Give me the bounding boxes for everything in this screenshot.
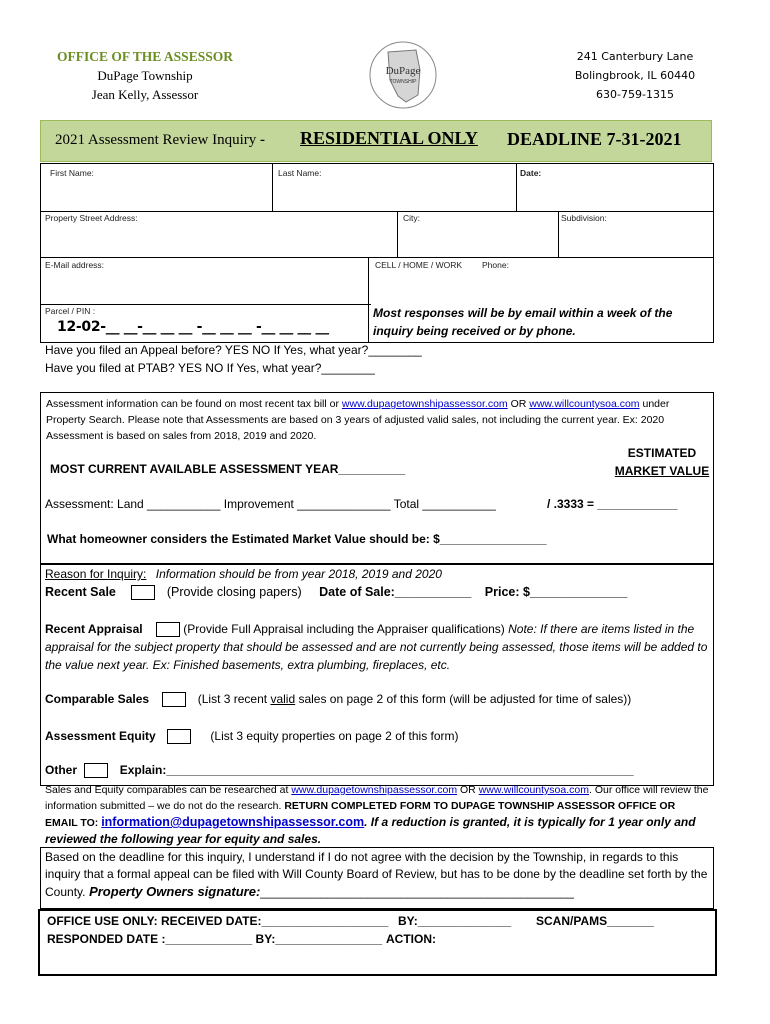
last-name-field[interactable]: Last Name: [278, 168, 322, 178]
dupage-assessor-link[interactable]: www.dupagetownshipassessor.com [341, 398, 508, 410]
recent-appraisal-label: Recent Appraisal [45, 622, 143, 636]
recent-sale-row [45, 585, 627, 600]
research-info [45, 782, 710, 848]
form-title-dash: - [259, 132, 265, 148]
street-address-field[interactable]: Property Street Address: [45, 213, 138, 223]
scan-pams-field[interactable]: SCAN/PAMS_______ [536, 914, 654, 928]
comparable-sales-checkbox[interactable] [162, 692, 186, 707]
market-value-calc[interactable]: / .3333 = ____________ [547, 497, 678, 511]
logo-text: DuPage [385, 65, 421, 77]
signature-label: Property Owners signature: [85, 884, 261, 899]
or-text: OR [507, 398, 530, 410]
action-field[interactable]: ACTION: [386, 932, 436, 946]
will-county-link[interactable]: www.willcountysoa.com [529, 398, 640, 410]
office-header [45, 47, 245, 104]
recent-appraisal-checkbox[interactable] [156, 622, 180, 637]
office-address [560, 47, 710, 104]
date-of-sale-field[interactable]: Date of Sale:___________ [319, 585, 472, 599]
appeal-question[interactable]: Have you filed an Appeal before? YES NO If Yes, what year?________ [45, 343, 422, 357]
ptab-question[interactable]: Have you filed at PTAB? YES NO If Yes, what year?________ [45, 361, 375, 375]
market-value-label: MARKET VALUE [614, 464, 710, 478]
assessment-info [46, 396, 710, 444]
email-field[interactable]: E-Mail address: [45, 260, 105, 270]
comparable-sales-label: Comparable Sales [45, 692, 150, 706]
assessment-equity-label: Assessment Equity [45, 729, 156, 743]
recent-appraisal-row [45, 620, 710, 674]
assessor-name: Jean Kelly, Assessor [91, 87, 199, 102]
explain-field[interactable]: Explain:______________________________________________________________________ [119, 763, 634, 777]
reason-info: Information should be from year 2018, 2019 and 2020 [155, 567, 442, 581]
appraisal-note: (Provide Full Appraisal including the Appraiser qualifications) [183, 622, 505, 636]
assessment-equity-checkbox[interactable] [167, 729, 191, 744]
research-note: . Our office will review the information submitted – we do not do the research. [45, 784, 709, 812]
comparable-note: (List 3 recent [197, 692, 271, 706]
reduction-note: . If a reduction is granted, it is typically for 1 year only and reviewed the following year for equity and sales. [45, 815, 696, 846]
first-name-field[interactable]: First Name: [50, 168, 94, 178]
other-label: Other [45, 763, 78, 777]
received-by-field[interactable]: BY:______________ [398, 914, 512, 928]
address-line1: 241 Canterbury Lane [576, 50, 694, 63]
other-checkbox[interactable] [84, 763, 108, 778]
recent-sale-note: (Provide closing papers) [166, 585, 302, 599]
residential-only: RESIDENTIAL ONLY [300, 128, 478, 148]
date-field[interactable]: Date: [520, 168, 542, 178]
assessment-info-note: under Property Search. Please note that Assessments are based on 3 years of adjusted valid sales, not including the current year. Ex: 2020 Assessment is based on sales from 2018, 2019 and 2020. [46, 398, 670, 442]
received-date-field[interactable]: OFFICE USE ONLY: RECEIVED DATE:___________________ [47, 914, 389, 928]
dupage-assessor-link-2[interactable]: www.dupagetownshipassessor.com [291, 784, 458, 796]
parcel-pin-label: Parcel / PIN : [45, 306, 96, 316]
township-logo [368, 40, 438, 110]
price-field[interactable]: Price: $______________ [484, 585, 628, 599]
recent-sale-checkbox[interactable] [131, 585, 155, 600]
appraisal-note-detail: Note: If there are items listed in the appraisal for the subject property that should be assessed and are not currently being assessed, those items will be added to the value next year. Ex: Finished basements, extra plumbing, fireplaces, etc. [45, 622, 708, 672]
comparable-sales-row [45, 692, 631, 707]
acknowledgement-text [45, 849, 710, 901]
comparable-valid: valid [270, 692, 296, 706]
phone-field[interactable]: Phone: [482, 260, 509, 270]
form-title-text: 2021 Assessment Review Inquiry [55, 132, 257, 148]
comparable-note-post: sales on page 2 of this form (will be adjusted for time of sales)) [295, 692, 632, 706]
will-county-link-2[interactable]: www.willcountysoa.com [478, 784, 589, 796]
deadline: DEADLINE 7-31-2021 [507, 129, 682, 149]
other-row [45, 763, 634, 778]
deadline-acknowledgement: Based on the deadline for this inquiry, I understand if I do not agree with the decision by the Township, in regards to this inquiry that a formal appeal can be filed with Will County Board of Review, but has to be done by the deadline set forth by the County. [45, 850, 708, 899]
recent-sale-label: Recent Sale [45, 585, 116, 599]
reason-heading [45, 567, 442, 581]
township-name: DuPage Township [97, 68, 193, 83]
assessment-equity-row [45, 729, 459, 744]
responded-date-field[interactable]: RESPONDED DATE :_____________ BY:________________ [47, 932, 383, 946]
equity-note: (List 3 equity properties on page 2 of this form) [210, 729, 459, 743]
response-note: Most responses will be by email within a week of the inquiry being received or by phone. [373, 306, 673, 338]
subdivision-field[interactable]: Subdivision: [561, 213, 607, 223]
city-field[interactable]: City: [403, 213, 420, 223]
assessment-info-text: Assessment information can be found on most recent tax bill or [46, 398, 342, 410]
phone-type-options[interactable]: CELL / HOME / WORK [375, 260, 463, 270]
address-line2: Bolingbrook, IL 60440 [574, 69, 696, 82]
homeowner-value-line[interactable]: What homeowner considers the Estimated Market Value should be: $________________ [47, 532, 547, 546]
current-assessment-year[interactable]: MOST CURRENT AVAILABLE ASSESSMENT YEAR__________ [50, 462, 406, 476]
assessment-values-line[interactable]: Assessment: Land ___________ Improvement ______________ Total ___________ [45, 497, 496, 511]
office-phone: 630-759-1315 [596, 88, 674, 101]
assessor-email-link[interactable]: information@dupagetownshipassessor.com [101, 815, 365, 829]
estimated-label: ESTIMATED [627, 446, 697, 460]
research-text: Sales and Equity comparables can be researched at [45, 784, 292, 796]
parcel-pin-field[interactable]: 12-02-__ __-__ __ __ -__ __ __ -__ __ __ __ [57, 319, 329, 335]
office-title: OFFICE OF THE ASSESSOR [57, 49, 233, 64]
estimated-market-value-heading [612, 444, 712, 480]
form-title [55, 132, 265, 149]
return-instruction: RETURN COMPLETED FORM TO DUPAGE TOWNSHIP ASSESSOR OFFICE OR EMAIL TO: [45, 800, 676, 829]
logo-subtext: TOWNSHIP [389, 79, 417, 85]
or-text-2: OR [457, 784, 479, 796]
reason-label: Reason for Inquiry: [45, 567, 147, 581]
signature-field[interactable]: _______________________________________________ [260, 885, 574, 899]
